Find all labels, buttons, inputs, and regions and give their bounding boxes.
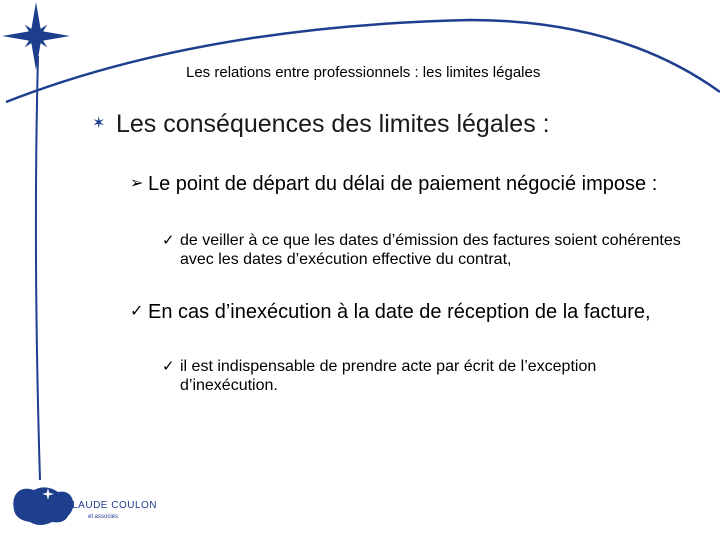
sub-bullet-text: il est indispensable de prendre acte par écrit de l’exception d’inexécution. bbox=[180, 358, 597, 394]
bullet-text: Le point de départ du délai de paiement négocié impose : bbox=[148, 173, 658, 195]
bullet-item bbox=[130, 300, 690, 324]
slide-header: Les relations entre professionnels : les limites légales bbox=[186, 64, 541, 81]
bullet-item bbox=[130, 172, 690, 196]
star-icon bbox=[2, 2, 70, 70]
sub-bullet-item bbox=[162, 231, 682, 269]
slide-title-text: Les conséquences des limites légales : bbox=[116, 110, 550, 138]
checkmark-bullet-icon: ✓ bbox=[162, 232, 175, 249]
checkmark-bullet-icon: ✓ bbox=[130, 303, 144, 320]
slide-title bbox=[92, 110, 550, 139]
logo-subtitle: et associés bbox=[88, 514, 119, 520]
logo-name: JEAN-CLAUDE COULON bbox=[33, 500, 158, 511]
left-vertical-line bbox=[36, 56, 40, 480]
top-curve-line bbox=[6, 20, 720, 102]
sub-bullet-item bbox=[162, 357, 682, 395]
arrow-bullet-icon: ➢ bbox=[130, 175, 144, 192]
checkmark-bullet-icon: ✓ bbox=[162, 358, 175, 375]
sub-bullet-text: de veiller à ce que les dates d’émission des factures soient cohérentes avec les dates d’exécution effective du contrat, bbox=[180, 232, 681, 268]
star-bullet-icon: ✶ bbox=[92, 115, 106, 132]
bullet-text: En cas d’inexécution à la date de réception de la facture, bbox=[148, 301, 651, 323]
